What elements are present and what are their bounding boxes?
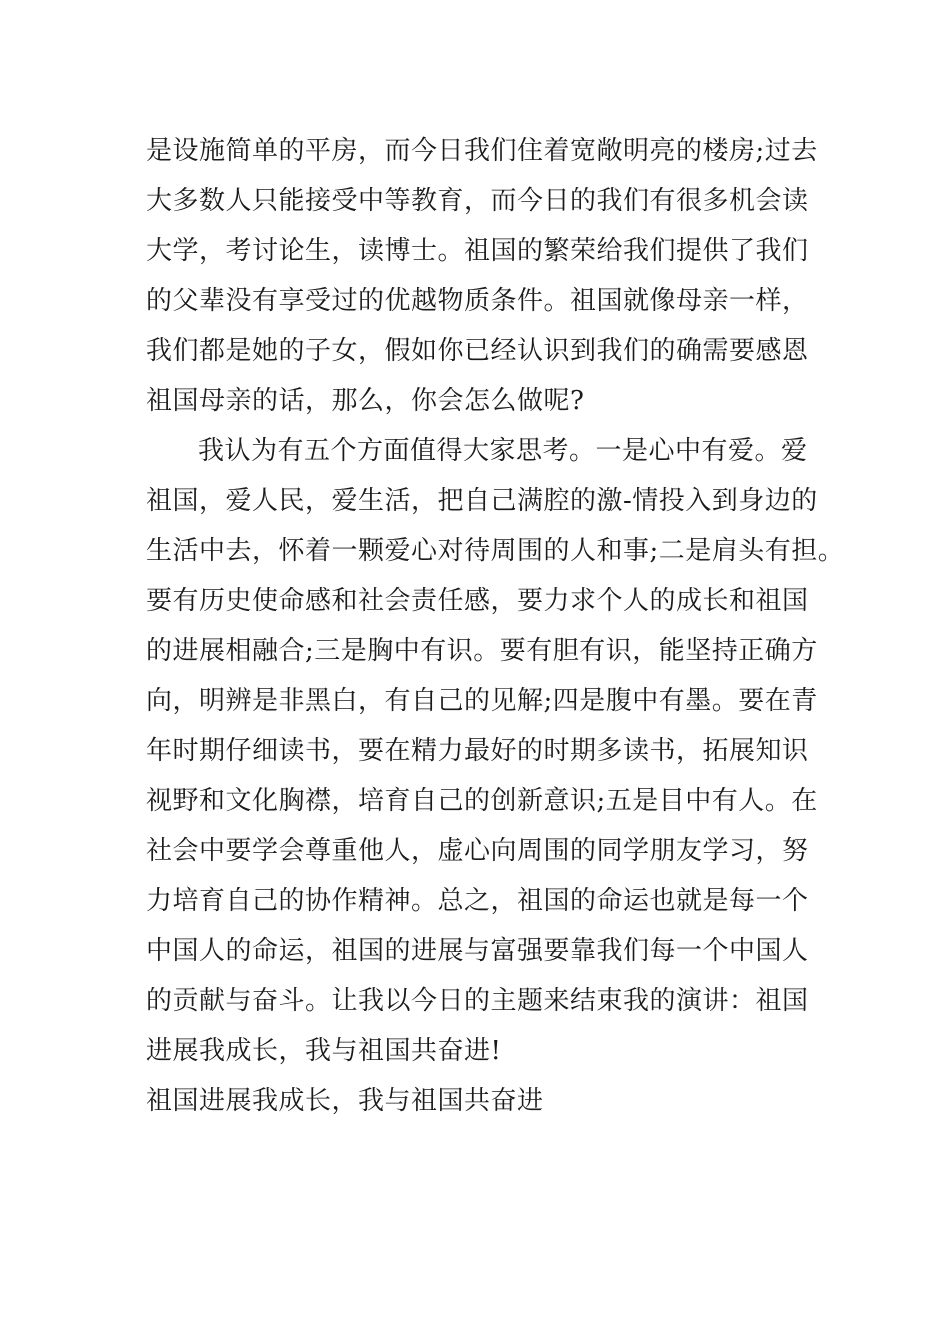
paragraph-2-line-5: 的进展相融合;三是胸中有识。要有胆有识，能坚持正确方 xyxy=(146,636,818,666)
paragraph-1-line-5: 我们都是她的子女，假如你已经认识到我们的确需要感恩 xyxy=(146,336,809,366)
paragraph-2-line-11: 中国人的命运，祖国的进展与富强要靠我们每一个中国人 xyxy=(146,936,809,966)
paragraph-2-line-3: 生活中去，怀着一颗爱心对待周围的人和事;二是肩头有担。 xyxy=(146,536,845,566)
paragraph-2-line-7: 年时期仔细读书，要在精力最好的时期多读书，拓展知识 xyxy=(146,736,809,766)
closing-title: 祖国进展我成长，我与祖国共奋进 xyxy=(146,1086,544,1116)
document-body xyxy=(146,126,845,1126)
paragraph-1-line-6: 祖国母亲的话，那么，你会怎么做呢? xyxy=(146,386,585,416)
paragraph-2-line-6: 向，明辨是非黑白，有自己的见解;四是腹中有墨。要在青 xyxy=(146,686,818,716)
paragraph-2-line-12: 的贡献与奋斗。让我以今日的主题来结束我的演讲：祖国 xyxy=(146,986,809,1016)
paragraph-2-line-2: 祖国，爱人民，爱生活，把自己满腔的激-情投入到身边的 xyxy=(146,486,818,516)
paragraph-2-line-1: 我认为有五个方面值得大家思考。一是心中有爱。爱 xyxy=(198,436,808,466)
paragraph-1-line-2: 大多数人只能接受中等教育，而今日的我们有很多机会读 xyxy=(146,186,809,216)
paragraph-1-line-4: 的父辈没有享受过的优越物质条件。祖国就像母亲一样， xyxy=(146,286,809,316)
paragraph-1-line-3: 大学，考讨论生，读博士。祖国的繁荣给我们提供了我们 xyxy=(146,236,809,266)
paragraph-1-line-1: 是设施简单的平房，而今日我们住着宽敞明亮的楼房;过去 xyxy=(146,136,818,166)
paragraph-2-line-8: 视野和文化胸襟，培育自己的创新意识;五是目中有人。在 xyxy=(146,786,818,816)
paragraph-2-line-9: 社会中要学会尊重他人，虚心向周围的同学朋友学习，努 xyxy=(146,836,809,866)
paragraph-2-line-13: 进展我成长，我与祖国共奋进! xyxy=(146,1036,502,1066)
paragraph-2-line-10: 力培育自己的协作精神。总之，祖国的命运也就是每一个 xyxy=(146,886,809,916)
paragraph-2-line-4: 要有历史使命感和社会责任感，要力求个人的成长和祖国 xyxy=(146,586,809,616)
